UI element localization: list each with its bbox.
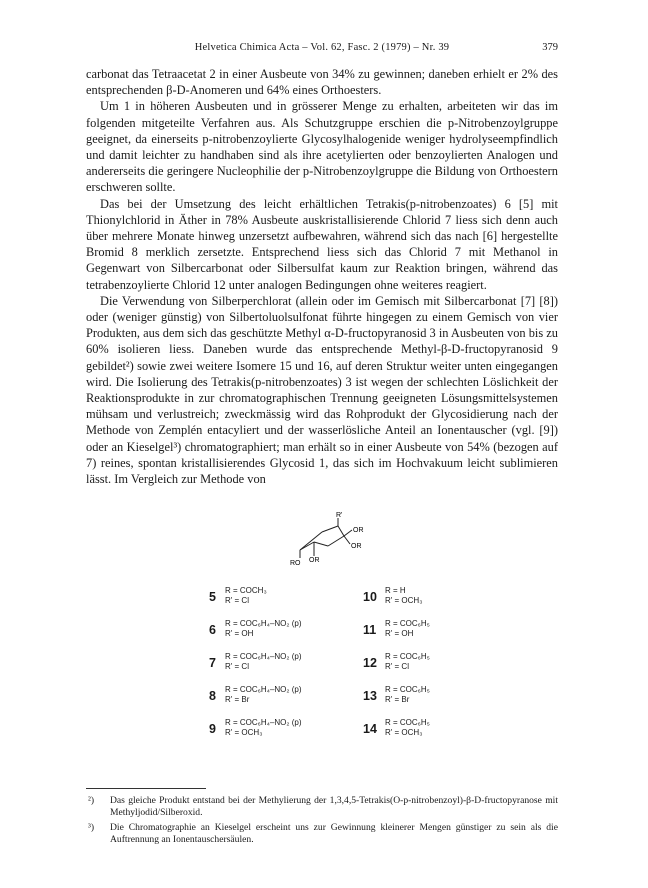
footnote-text: Das gleiche Produkt entstand bei der Methylierung der 1,3,4,5-Tetrakis(O-p-nitrobenzoyl)-β-D-fructopyranose mit Methyljodid/Silberoxid.	[110, 795, 558, 819]
substituent-r-prime: R' = OH	[385, 629, 414, 638]
footnote-mark: ³)	[88, 821, 95, 833]
compound-entry	[363, 619, 489, 645]
paragraph: carbonat das Tetraacetat 2 in einer Ausbeute von 34% zu gewinnen; daneben erhielt er 2% des entsprechenden β-D-Anomeren und 64% eines Orthoesters.	[86, 67, 558, 98]
footnote-text: Die Chromatographie an Kieselgel erscheint uns zur Gewinnung kleinerer Mengen günstiger zu sein als die Auftrennung an Ionentauschersäulen.	[110, 821, 558, 846]
compound-entry	[363, 685, 489, 711]
paragraph: Die Verwendung von Silberperchlorat (allein oder im Gemisch mit Silbercarbonat [7] [8]) oder (weniger günstig) von Silbertoluolsulfonat führte hingegen zu einem Gemisch von vier Produkten, aus dem sich das geschützte Methyl α-D-fructopyranosid 3 in Ausbeuten von bis zu 60% isolieren liess. Daneben wurde das entsprechende Methyl-β-D-fructopyranosid 9 gebildet²) sowie zwei weitere Isomere 15 und 16, auf deren Struktur weiter unten eingegangen wird. Die Isolierung des Tetrakis(p-nitrobenzoates) 3 ist wegen der schlechten Löslichkeit der Reaktionsprodukte in zur chromatographischen Trennung geeigneten Lösungsmittelsystemen mühsam und verlustreich; zweckmässig wird das Rohprodukt der Glycosidierung nach der Methode von Zemplén entacyliert und der wasserlösliche Anteil an Ionentauscher (vgl. [9]) oder an Kieselgel³) chromatographiert; man erhält so in einer Ausbeute von 54% (bezogen auf 7) reines, spontan kristallisierendes Glycosid 1, das sich im Hochvakuum leicht sublimieren lässt. Im Vergleich zur Methode von	[86, 293, 558, 487]
substituent-r-prime: R' = OCH₃	[225, 728, 263, 737]
journal-header: Helvetica Chimica Acta – Vol. 62, Fasc. 2 (1979) – Nr. 39	[194, 42, 450, 53]
substituent-r: R = COC₆H₅	[385, 718, 430, 727]
compound-entry	[363, 586, 489, 612]
paragraph: Das bei der Umsetzung des leicht erhältlichen Tetrakis(p-nitrobenzoates) 6 [5] mit Thionylchlorid in Äther in 78% Ausbeute auskristallisierende Chlorid 7 liess sich denn auch über mehrere Monate hinweg unzersetzt aufbewahren, während sich das nach [6] hergestellte Bromid 8 merklich zersetzte. Entsprechend liess sich das Chlorid 7 mit Methanol in Gegenwart von Silbercarbonat oder Silbersulfat kaum zur Reaktion bringen, während das tetrabenzoylierte Chlorid 12 unter analogen Bedingungen ohne weiteres reagiert.	[86, 196, 558, 292]
compound-entry	[209, 685, 329, 711]
r-prime-label: R'	[336, 512, 343, 519]
compound-number: 13	[363, 689, 377, 703]
substituent-r-prime: R' = Cl	[225, 596, 249, 605]
substituent-r-prime: R' = Cl	[225, 662, 249, 671]
substituent-r-prime: R' = Br	[385, 695, 410, 704]
compound-entry	[363, 718, 489, 744]
compound-number: 11	[363, 623, 377, 637]
compound-number: 14	[363, 722, 377, 736]
compound-entry	[209, 718, 329, 744]
substituent-r-prime: R' = Cl	[385, 662, 409, 671]
substituent-r-prime: R' = OCH₃	[385, 596, 423, 605]
pyranose-structure-diagram	[282, 512, 374, 572]
ro-label: RO	[290, 560, 301, 567]
substituent-r: R = H	[385, 586, 406, 595]
substituent-r-prime: R' = OCH₃	[385, 728, 423, 737]
substituent-r: R = COC₆H₄–NO₂ (p)	[225, 652, 302, 661]
compound-number: 5	[209, 590, 216, 604]
compound-number: 8	[209, 689, 216, 703]
compound-entry	[363, 652, 489, 678]
footnote	[86, 795, 558, 820]
substituent-r: R = COC₆H₄–NO₂ (p)	[225, 718, 302, 727]
substituent-r: R = COC₆H₅	[385, 652, 430, 661]
substituent-r: R = COC₆H₅	[385, 619, 430, 628]
substituent-r: R = COC₆H₅	[385, 685, 430, 694]
substituent-r: R = COC₆H₄–NO₂ (p)	[225, 685, 302, 694]
substituent-r-prime: R' = Br	[225, 695, 250, 704]
or-label: OR	[309, 557, 320, 564]
compound-entry	[209, 652, 329, 678]
or-label: OR	[351, 543, 362, 550]
substituent-r-prime: R' = OH	[225, 629, 254, 638]
or-label: OR	[353, 527, 364, 534]
footnote	[86, 822, 558, 847]
footnotes	[86, 795, 558, 849]
compound-number: 12	[363, 656, 377, 670]
compound-number: 6	[209, 623, 216, 637]
compound-entry	[209, 619, 329, 645]
paragraph: Um 1 in höheren Ausbeuten und in grösserer Menge zu erhalten, arbeiteten wir das im folgenden mitgeteilte Verfahren aus. Als Schutzgruppe erschien die p-Nitrobenzoylgruppe geeignet, da einerseits p-nitrobenzoylierte Glycosylhalogenide weniger hydrolyseempfindlich und damit leichter zu handhaben sind als ihre acetylierten oder benzoylierten Analogen und andererseits die geringere Nucleophilie der p-Nitrobenzoylgruppe die Bildung von Orthoestern erschweren sollte.	[86, 99, 558, 195]
compound-number: 7	[209, 656, 216, 670]
substituent-r: R = COCH₃	[225, 586, 267, 595]
page-number: 379	[542, 42, 558, 53]
footnote-divider	[86, 788, 206, 789]
substituent-r: R = COC₆H₄–NO₂ (p)	[225, 619, 302, 628]
body-text	[86, 66, 558, 487]
compound-number: 10	[363, 590, 377, 604]
compound-entry	[209, 586, 329, 612]
compound-number: 9	[209, 722, 216, 736]
footnote-mark: ²)	[88, 795, 95, 806]
